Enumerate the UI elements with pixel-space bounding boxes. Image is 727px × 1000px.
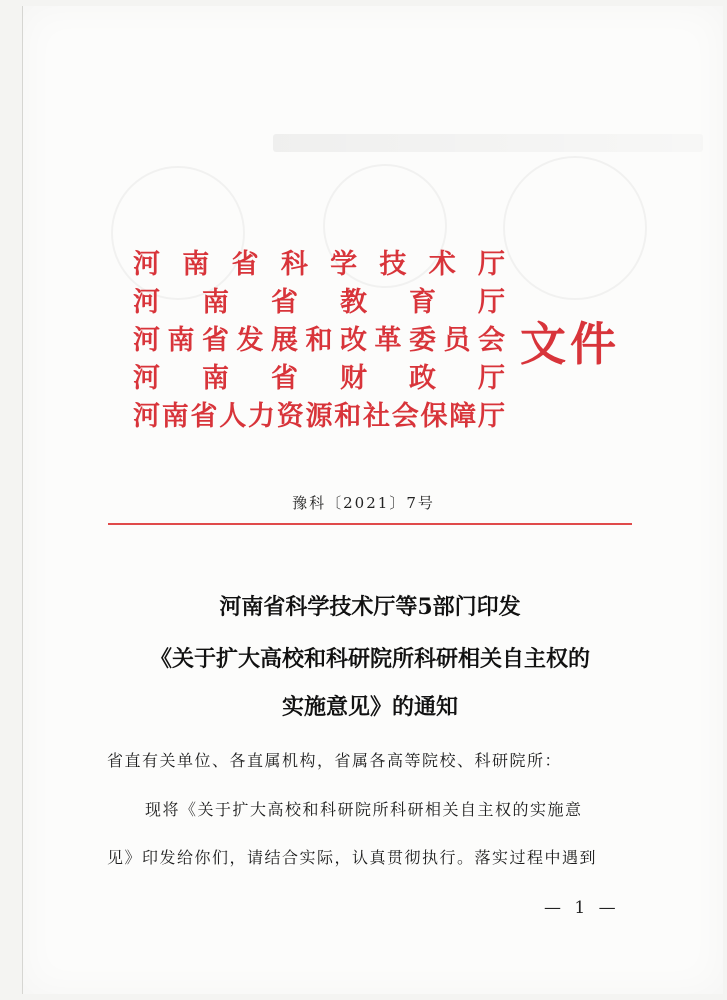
- issuer-line: 河 南 省 发 展 和 改 革 委 员 会: [133, 325, 505, 356]
- red-separator-rule: [108, 523, 632, 525]
- salutation: 省直有关单位、各直属机构，省属各高等院校、科研院所：: [107, 751, 563, 770]
- bleed-through-text: [273, 134, 703, 152]
- issuer-line: 河 南 省 教 育 厅: [133, 287, 505, 318]
- issuer-line: 河 南 省 财 政 厅: [133, 363, 505, 394]
- issuing-authorities: [133, 246, 505, 436]
- body-paragraph-line: 见》印发给你们，请结合实际，认真贯彻执行。落实过程中遇到: [107, 848, 598, 867]
- issuer-line: 河 南 省 科 学 技 术 厅: [133, 249, 505, 280]
- bleed-through-seal: [503, 156, 647, 300]
- page-number: — 1 —: [544, 898, 620, 918]
- document-title-line-1: 河南省科学技术厅等5部门印发: [219, 594, 521, 620]
- document-number: 豫科〔2021〕7号: [292, 494, 435, 512]
- document-title-line-3: 实施意见》的通知: [281, 694, 458, 720]
- document-title-line-2: 《关于扩大高校和科研院所科研相关自主权的: [149, 646, 590, 672]
- issuer-line: 河 南 省 人 力 资 源 和 社 会 保 障 厅: [133, 401, 505, 432]
- body-paragraph-line: 现将《关于扩大高校和科研院所科研相关自主权的实施意: [145, 800, 583, 819]
- document-type-label: 文件: [520, 317, 620, 371]
